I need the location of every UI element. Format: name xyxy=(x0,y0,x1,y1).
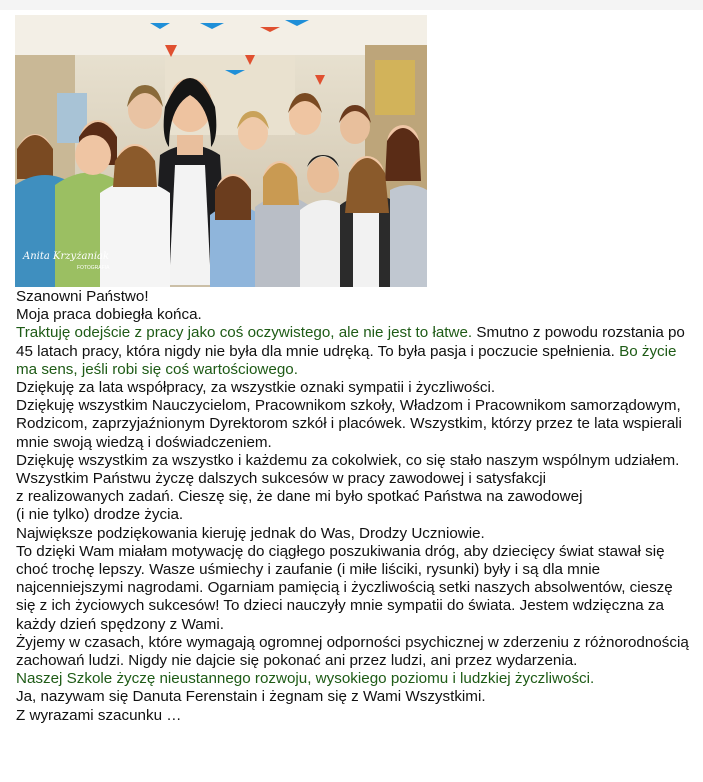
paragraph-1-green: Traktuję odejście z pracy jako coś oczywistego, ale nie jest to łatwe. xyxy=(16,324,473,342)
closing: Z wyrazami szacunku … xyxy=(16,706,182,724)
farewell-letter xyxy=(16,288,696,725)
paragraph-1-green-2: Bo życie ma sens, jeśli robi się coś wartościowego. xyxy=(16,342,677,378)
paragraph-6: Największe podziękowania kieruję jednak do Was, Drodzy Uczniowie. xyxy=(16,524,485,542)
photo-illustration xyxy=(15,15,427,287)
paragraph-5a: Wszystkim Państwu życzę dalszych sukcesów w pracy zawodowej i satysfakcji xyxy=(16,470,547,488)
top-strip xyxy=(0,0,703,10)
watermark-name: Anita Krzyżaniak xyxy=(23,251,110,262)
letter-line-1: Moja praca dobiegła końca. xyxy=(16,306,202,324)
paragraph-4: Dziękuję wszystkim za wszystko i każdemu za cokolwiek, co się stało naszym wspólnym udziałem. xyxy=(16,451,680,469)
paragraph-1 xyxy=(16,324,696,379)
paragraph-10: Ja, nazywam się Danuta Ferenstain i żegnam się z Wami Wszystkimi. xyxy=(16,688,486,706)
paragraph-7: To dzięki Wam miałam motywację do ciągłego poszukiwania dróg, aby dziecięcy świat stawał się choć trochę lepszy. Wasze uśmiechy i zaufanie (i miłe liściki, rysunki) były i są dla mnie najcenniejszymi nagrodami. Ogarniam pamięcią i życzliwością setki naszych absolwentów, cieszę się z ich życiowych sukcesów! To dzieci nauczyły mnie sympatii do świata. Jestem wdzięczna za każdy dzień spędzony z Wami. xyxy=(16,542,673,633)
paragraph-2: Dziękuję za lata współpracy, za wszystkie oznaki sympatii i życzliwości. xyxy=(16,379,496,397)
group-photo xyxy=(15,15,427,287)
paragraph-5b: z realizowanych zadań. Cieszę się, że dane mi było spotkać Państwa na zawodowej xyxy=(16,488,583,506)
watermark-sub: FOTOGRAFIA xyxy=(77,265,110,271)
greeting: Szanowni Państwo! xyxy=(16,288,149,305)
paragraph-8: Żyjemy w czasach, które wymagają ogromnej odporności psychicznej w zderzeniu z różnorodnością zachowań ludzi. Nigdy nie dajcie się pokonać ani przez ludzi, ani przez wydarzenia. xyxy=(16,633,689,670)
paragraph-5c: (i nie tylko) drodze życia. xyxy=(16,506,184,524)
paragraph-3: Dziękuję wszystkim Nauczycielom, Pracownikom szkoły, Władzom i Pracownikom samorządowym, Rodzicom, zaprzyjaźnionym Dyrektorom szkół i placówek. Wszystkim, którzy przez te lata wspierali mnie swoją wiedzą i doświadczeniem. xyxy=(16,397,682,451)
paragraph-9: Naszej Szkole życzę nieustannego rozwoju, wysokiego poziomu i ludzkiej życzliwości. xyxy=(16,670,595,688)
paragraph-1-text: Smutno z powodu rozstania po 45 latach pracy, która nigdy nie była dla mnie udręką. To była pasja i poczucie spełnienia. xyxy=(16,324,685,360)
